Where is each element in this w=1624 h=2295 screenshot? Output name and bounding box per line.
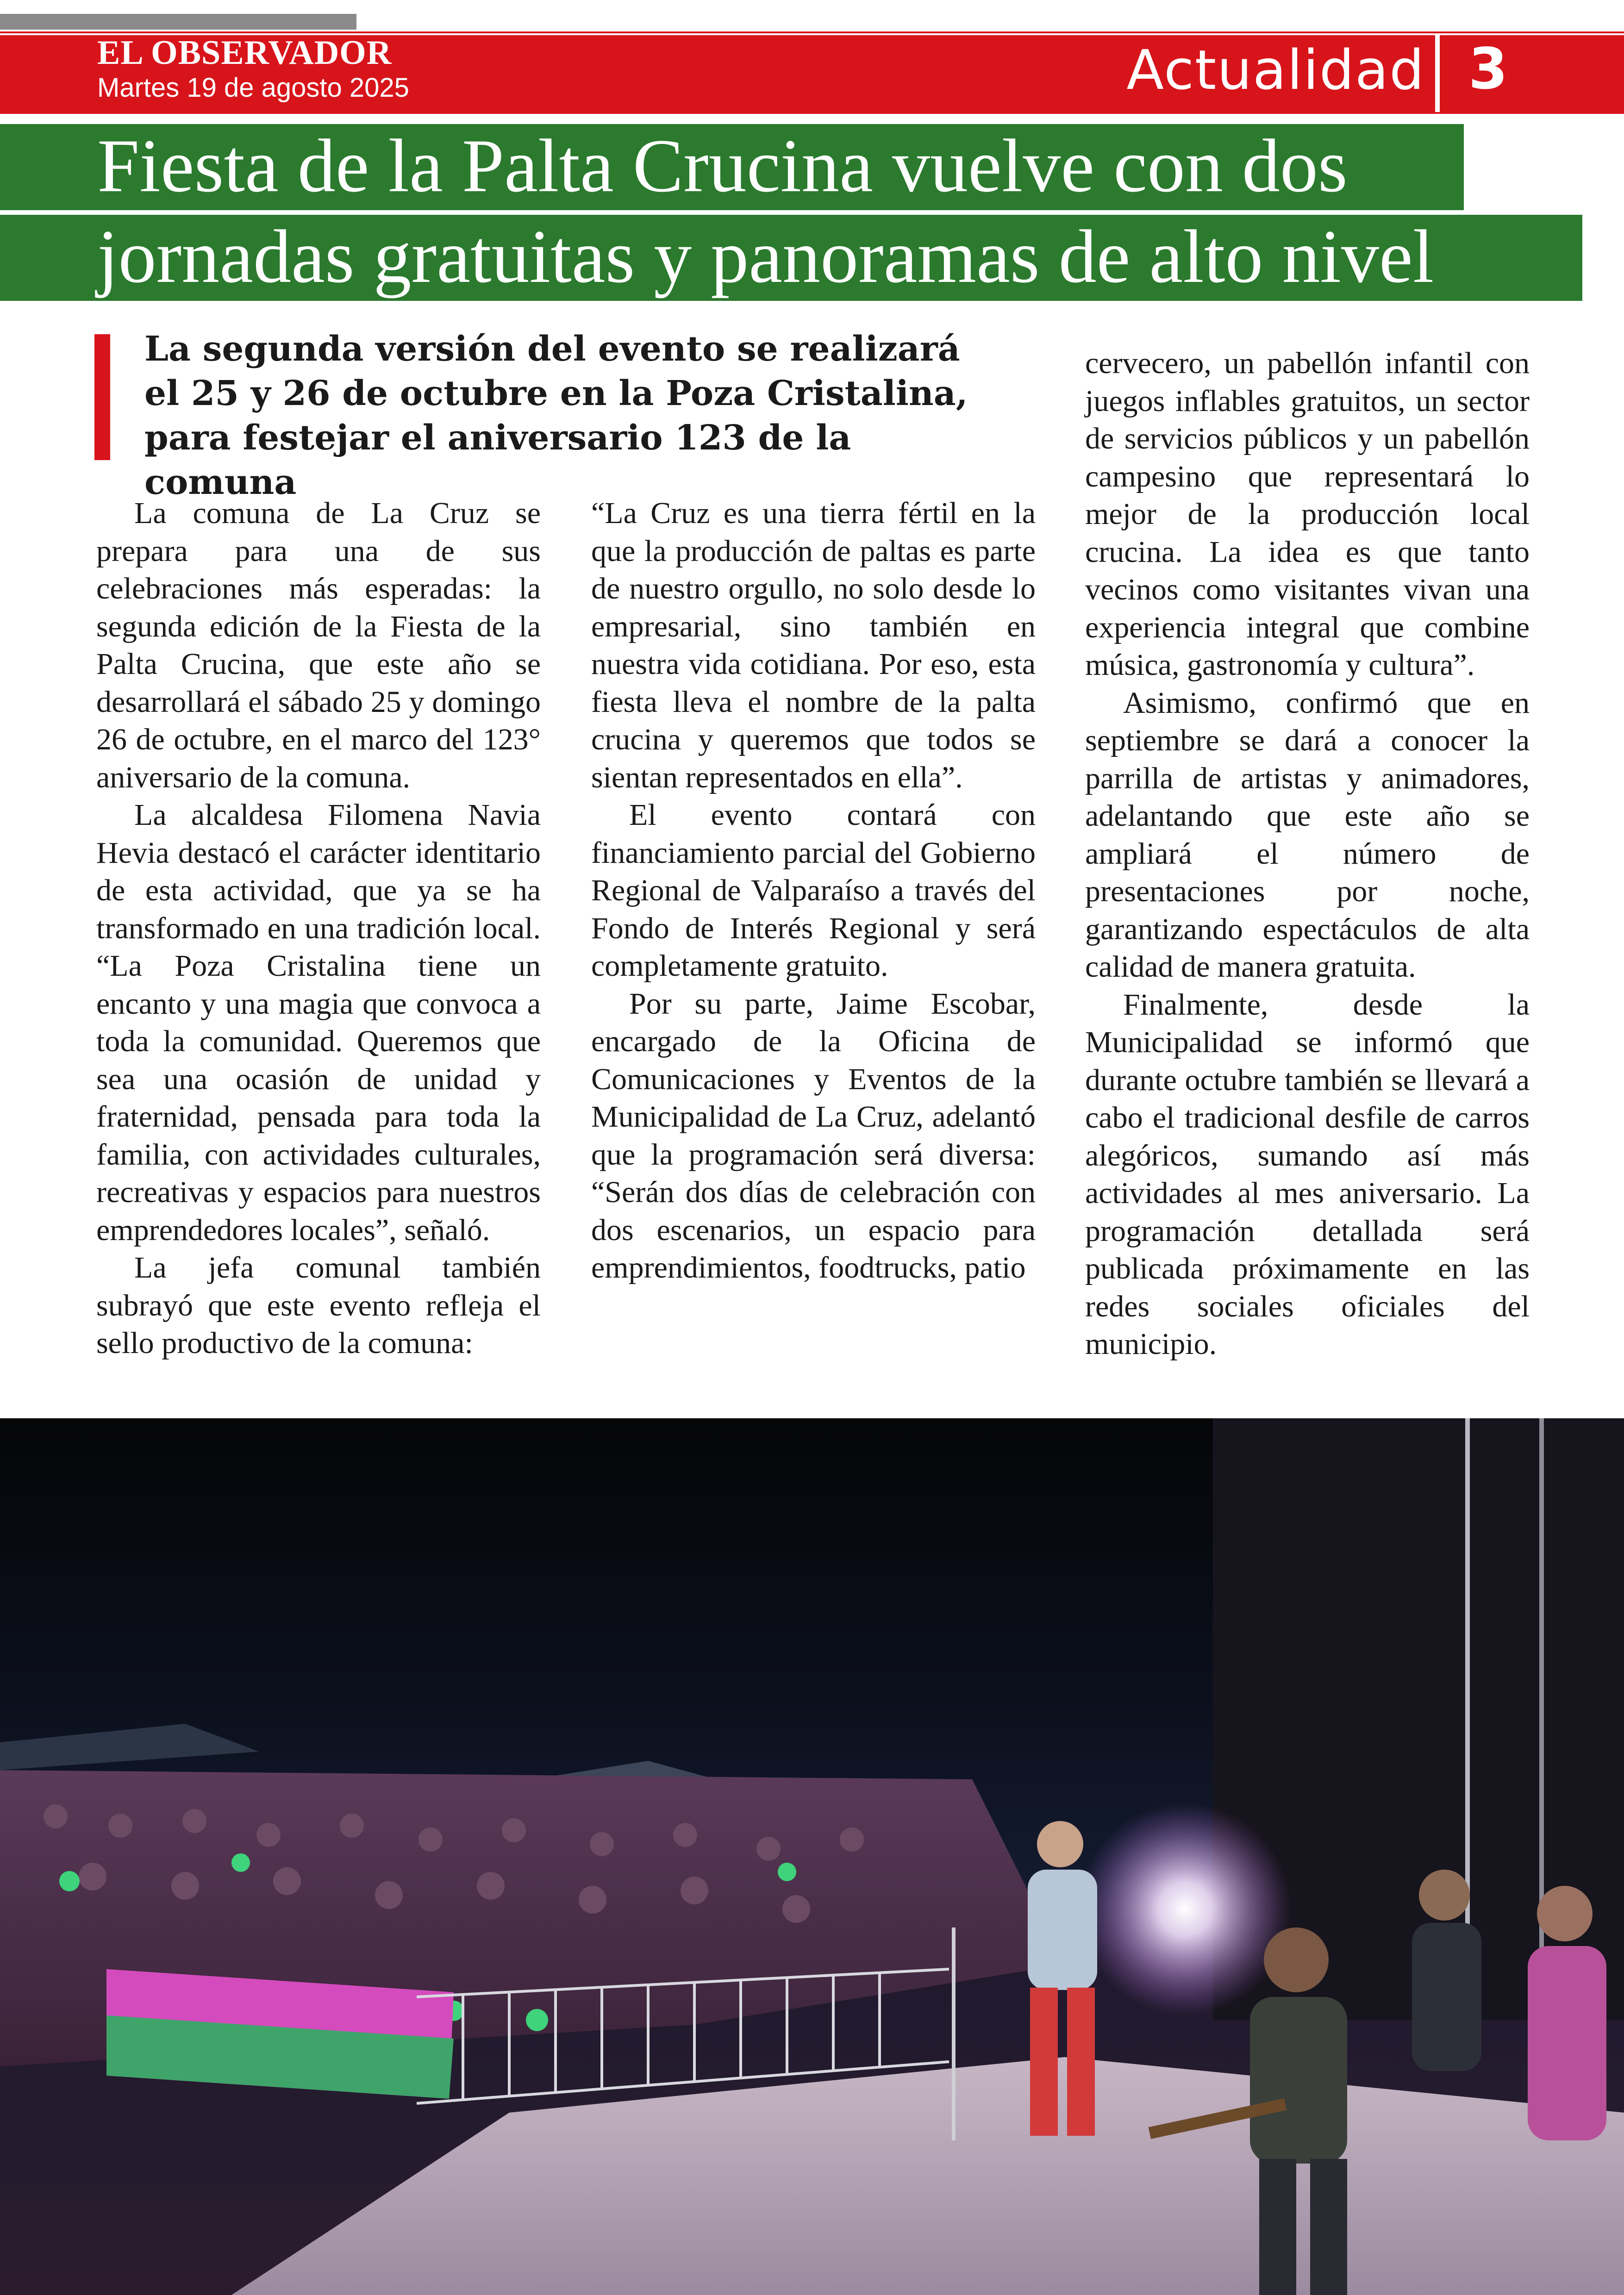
section-divider (1435, 34, 1440, 112)
tent (0, 1724, 259, 1770)
section-label: Actualidad (1126, 38, 1425, 102)
article-lead: La segunda versión del evento se realizará el 25 y 26 de octubre en la Poza Cristalina, para festejar el aniversario 123 de la comuna (144, 329, 968, 502)
lead-accent-bar (94, 334, 110, 460)
article-column-1 (96, 494, 541, 1362)
headline-line1: Fiesta de la Palta Crucina vuelve con dos (97, 124, 1348, 208)
paragraph: La alcaldesa Filomena Navia Hevia destacó el carácter identitario de esta actividad, que ya se ha transformado en una tradición local. “La Poza Cristalina tiene un encanto y una magia que convoca a toda la comunidad. Queremos que sea una ocasión de unidad y fraternidad, pensada para toda la familia, con actividades culturales, recreativas y espacios para nuestros emprendedores locales”, señaló. (96, 798, 541, 1247)
article-column-2 (591, 494, 1036, 1287)
paragraph: Por su parte, Jaime Escobar, encargado de la Oficina de Comunicaciones y Eventos de la Municipalidad de La Cruz, adelantó que la programación será diversa: “Serán dos días de celebración con dos escenarios, un espacio para emprendimientos, foodtrucks, patio (591, 986, 1036, 1285)
newspaper-name: EL OBSERVADOR (97, 34, 392, 72)
paragraph: “La Cruz es una tierra fértil en la que la producción de paltas es parte de nuestro orgullo, no solo desde lo empresarial, sino también en nuestra vida cotidiana. Por eso, esta fiesta lleva el nombre de la palta crucina y queremos que todos se sientan representados en ella”. (591, 496, 1036, 794)
paragraph: cervecero, un pabellón infantil con juegos inflables gratuitos, un sector de servicios públicos y un pabellón campesino que representará lo mejor de la producción local crucina. La idea es que tanto vecinos como visitantes vivan una experiencia integral que combine música, gastronomía y cultura”. (1085, 346, 1530, 682)
page-number: 3 (1468, 36, 1508, 102)
stage-light (1079, 1802, 1292, 2015)
concert-photo (0, 1418, 1624, 2295)
issue-date: Martes 19 de agosto 2025 (97, 73, 409, 103)
headline-line2: jornadas gratuitas y panoramas de alto nivel (97, 215, 1434, 299)
article-column-3 (1085, 344, 1530, 1363)
paragraph: La comuna de La Cruz se prepara para una de sus celebraciones más esperadas: la segunda edición de la Fiesta de la Palta Crucina, que este año se desarrollará el sábado 25 y domingo 26 de octubre, en el marco del 123° aniversario de la comuna. (96, 496, 541, 794)
paragraph: Finalmente, desde la Municipalidad se informó que durante octubre también se llevará a cabo el tradicional desfile de carros alegóricos, sumando así más actividades al mes aniversario. La programación detallada será publicada próximamente en las redes sociales oficiales del municipio. (1085, 987, 1530, 1361)
top-accent-bar (0, 14, 356, 30)
paragraph: El evento contará con financiamiento parcial del Gobierno Regional de Valparaíso a través del Fondo de Interés Regional y será completamente gratuito. (591, 798, 1036, 983)
paragraph: La jefa comunal también subrayó que este evento refleja el sello productivo de la comuna: (96, 1251, 541, 1360)
concert-photo-illustration (0, 1418, 1624, 2295)
paragraph: Asimismo, confirmó que en septiembre se dará a conocer la parrilla de artistas y animadores, adelantando que este año se ampliará el número de presentaciones por noche, garantizando espectáculos de alta calidad de manera gratuita. (1085, 686, 1530, 984)
